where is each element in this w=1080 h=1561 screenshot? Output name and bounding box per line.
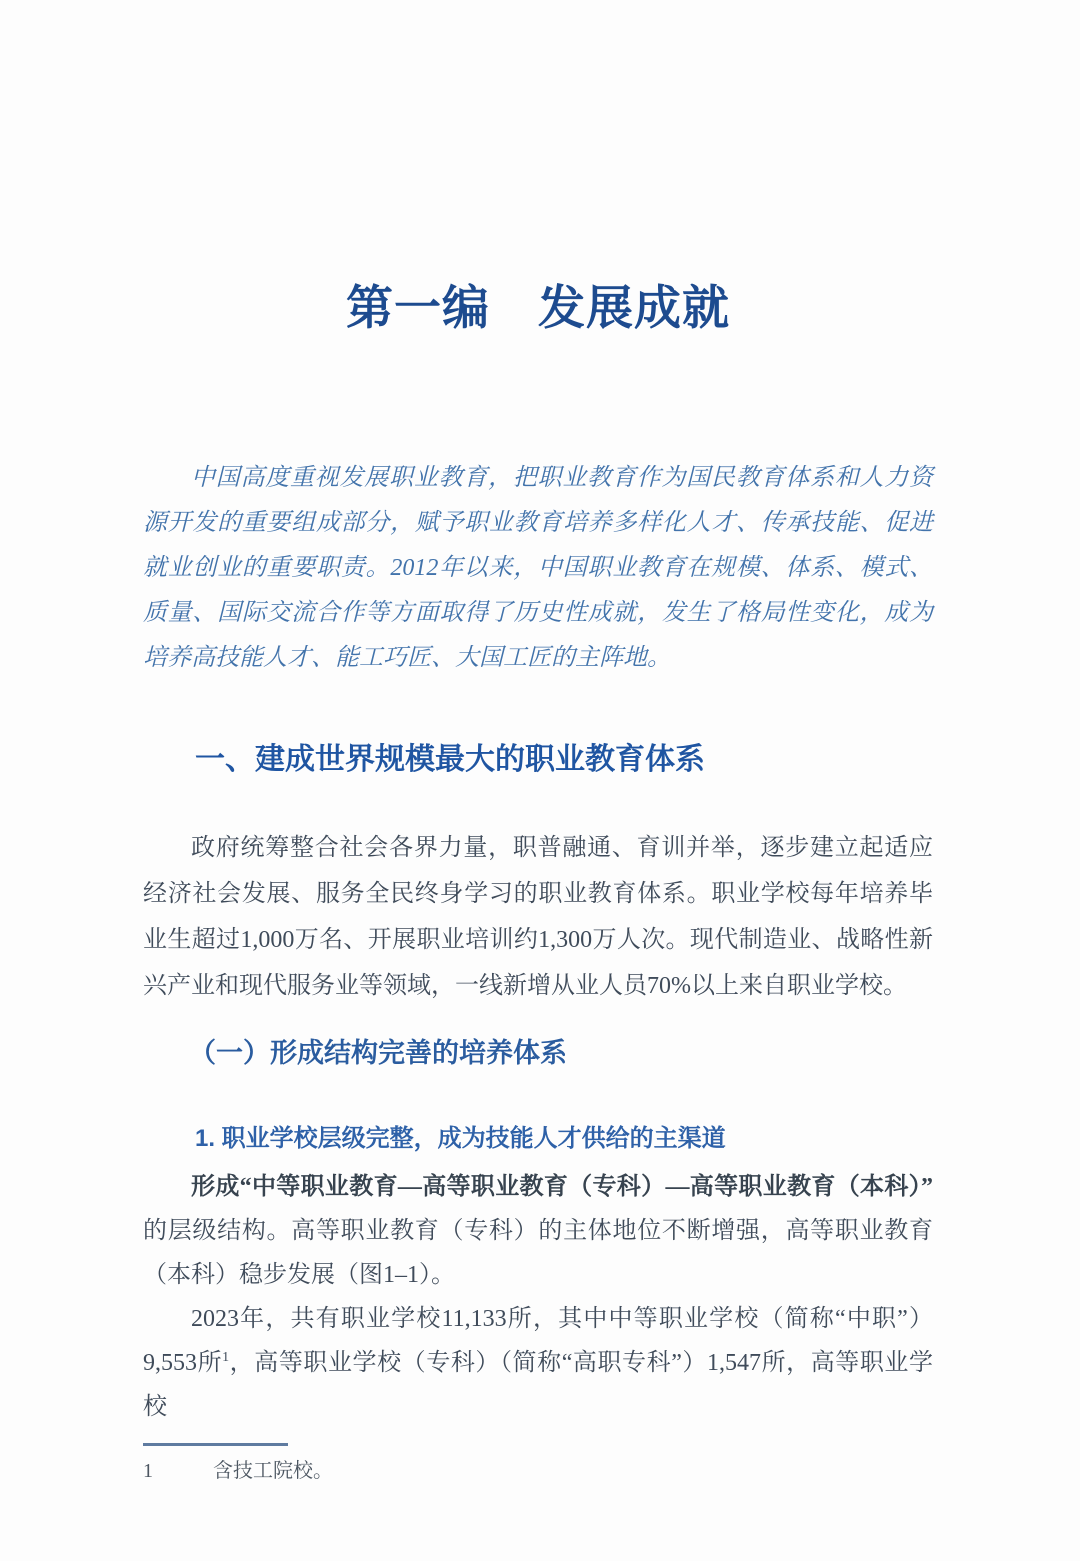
footnote-reference: 1 <box>222 1350 230 1365</box>
statistics-paragraph <box>143 1297 933 1429</box>
statistics-text-after-footnote-ref: ，高等职业学校（专科）（简称“高职专科”）1,547所，高等职业学校 <box>143 1350 934 1420</box>
section-heading: 一、建成世界规模最大的职业教育体系 <box>195 743 705 776</box>
footnote <box>143 1456 933 1486</box>
statistics-text-before-footnote-ref: 2023年，共有职业学校11,133所，其中中等职业学校（简称“中职”）9,553所 <box>143 1306 933 1376</box>
structure-paragraph-bold-lead: 形成“中等职业教育—高等职业教育（专科）—高等职业教育（本科）” <box>191 1174 933 1200</box>
intro-paragraph: 中国高度重视发展职业教育，把职业教育作为国民教育体系和人力资源开发的重要组成部分，赋予职业教育培养多样化人才、传承技能、促进就业创业的重要职责。2012年以来，中国职业教育在规模、体系、模式、质量、国际交流合作等方面取得了历史性成就，发生了格局性变化，成为培养高技能人才、能工巧匠、大国工匠的主阵地。 <box>143 465 933 671</box>
structure-paragraph-rest: 的层级结构。高等职业教育（专科）的主体地位不断增强，高等职业教育（本科）稳步发展（图1–1）。 <box>143 1218 933 1288</box>
part-title: 第一编 发展成就 <box>346 283 730 335</box>
subsection-heading: （一）形成结构完善的培养体系 <box>189 1038 567 1068</box>
section-paragraph: 政府统筹整合社会各界力量，职普融通、育训并举，逐步建立起适应经济社会发展、服务全民终身学习的职业教育体系。职业学校每年培养毕业生超过1,000万名、开展职业培训约1,300万人次。现代制造业、战略性新兴产业和现代服务业等领域，一线新增从业人员70%以上来自职业学校。 <box>143 835 933 999</box>
page-content <box>143 278 933 1486</box>
item-heading: 1. 职业学校层级完整，成为技能人才供给的主渠道 <box>195 1125 726 1152</box>
structure-paragraph <box>143 1165 933 1297</box>
footnote-divider <box>143 1443 288 1446</box>
footnote-text: 含技工院校。 <box>213 1460 333 1482</box>
footnote-marker: 1 <box>143 1460 153 1482</box>
